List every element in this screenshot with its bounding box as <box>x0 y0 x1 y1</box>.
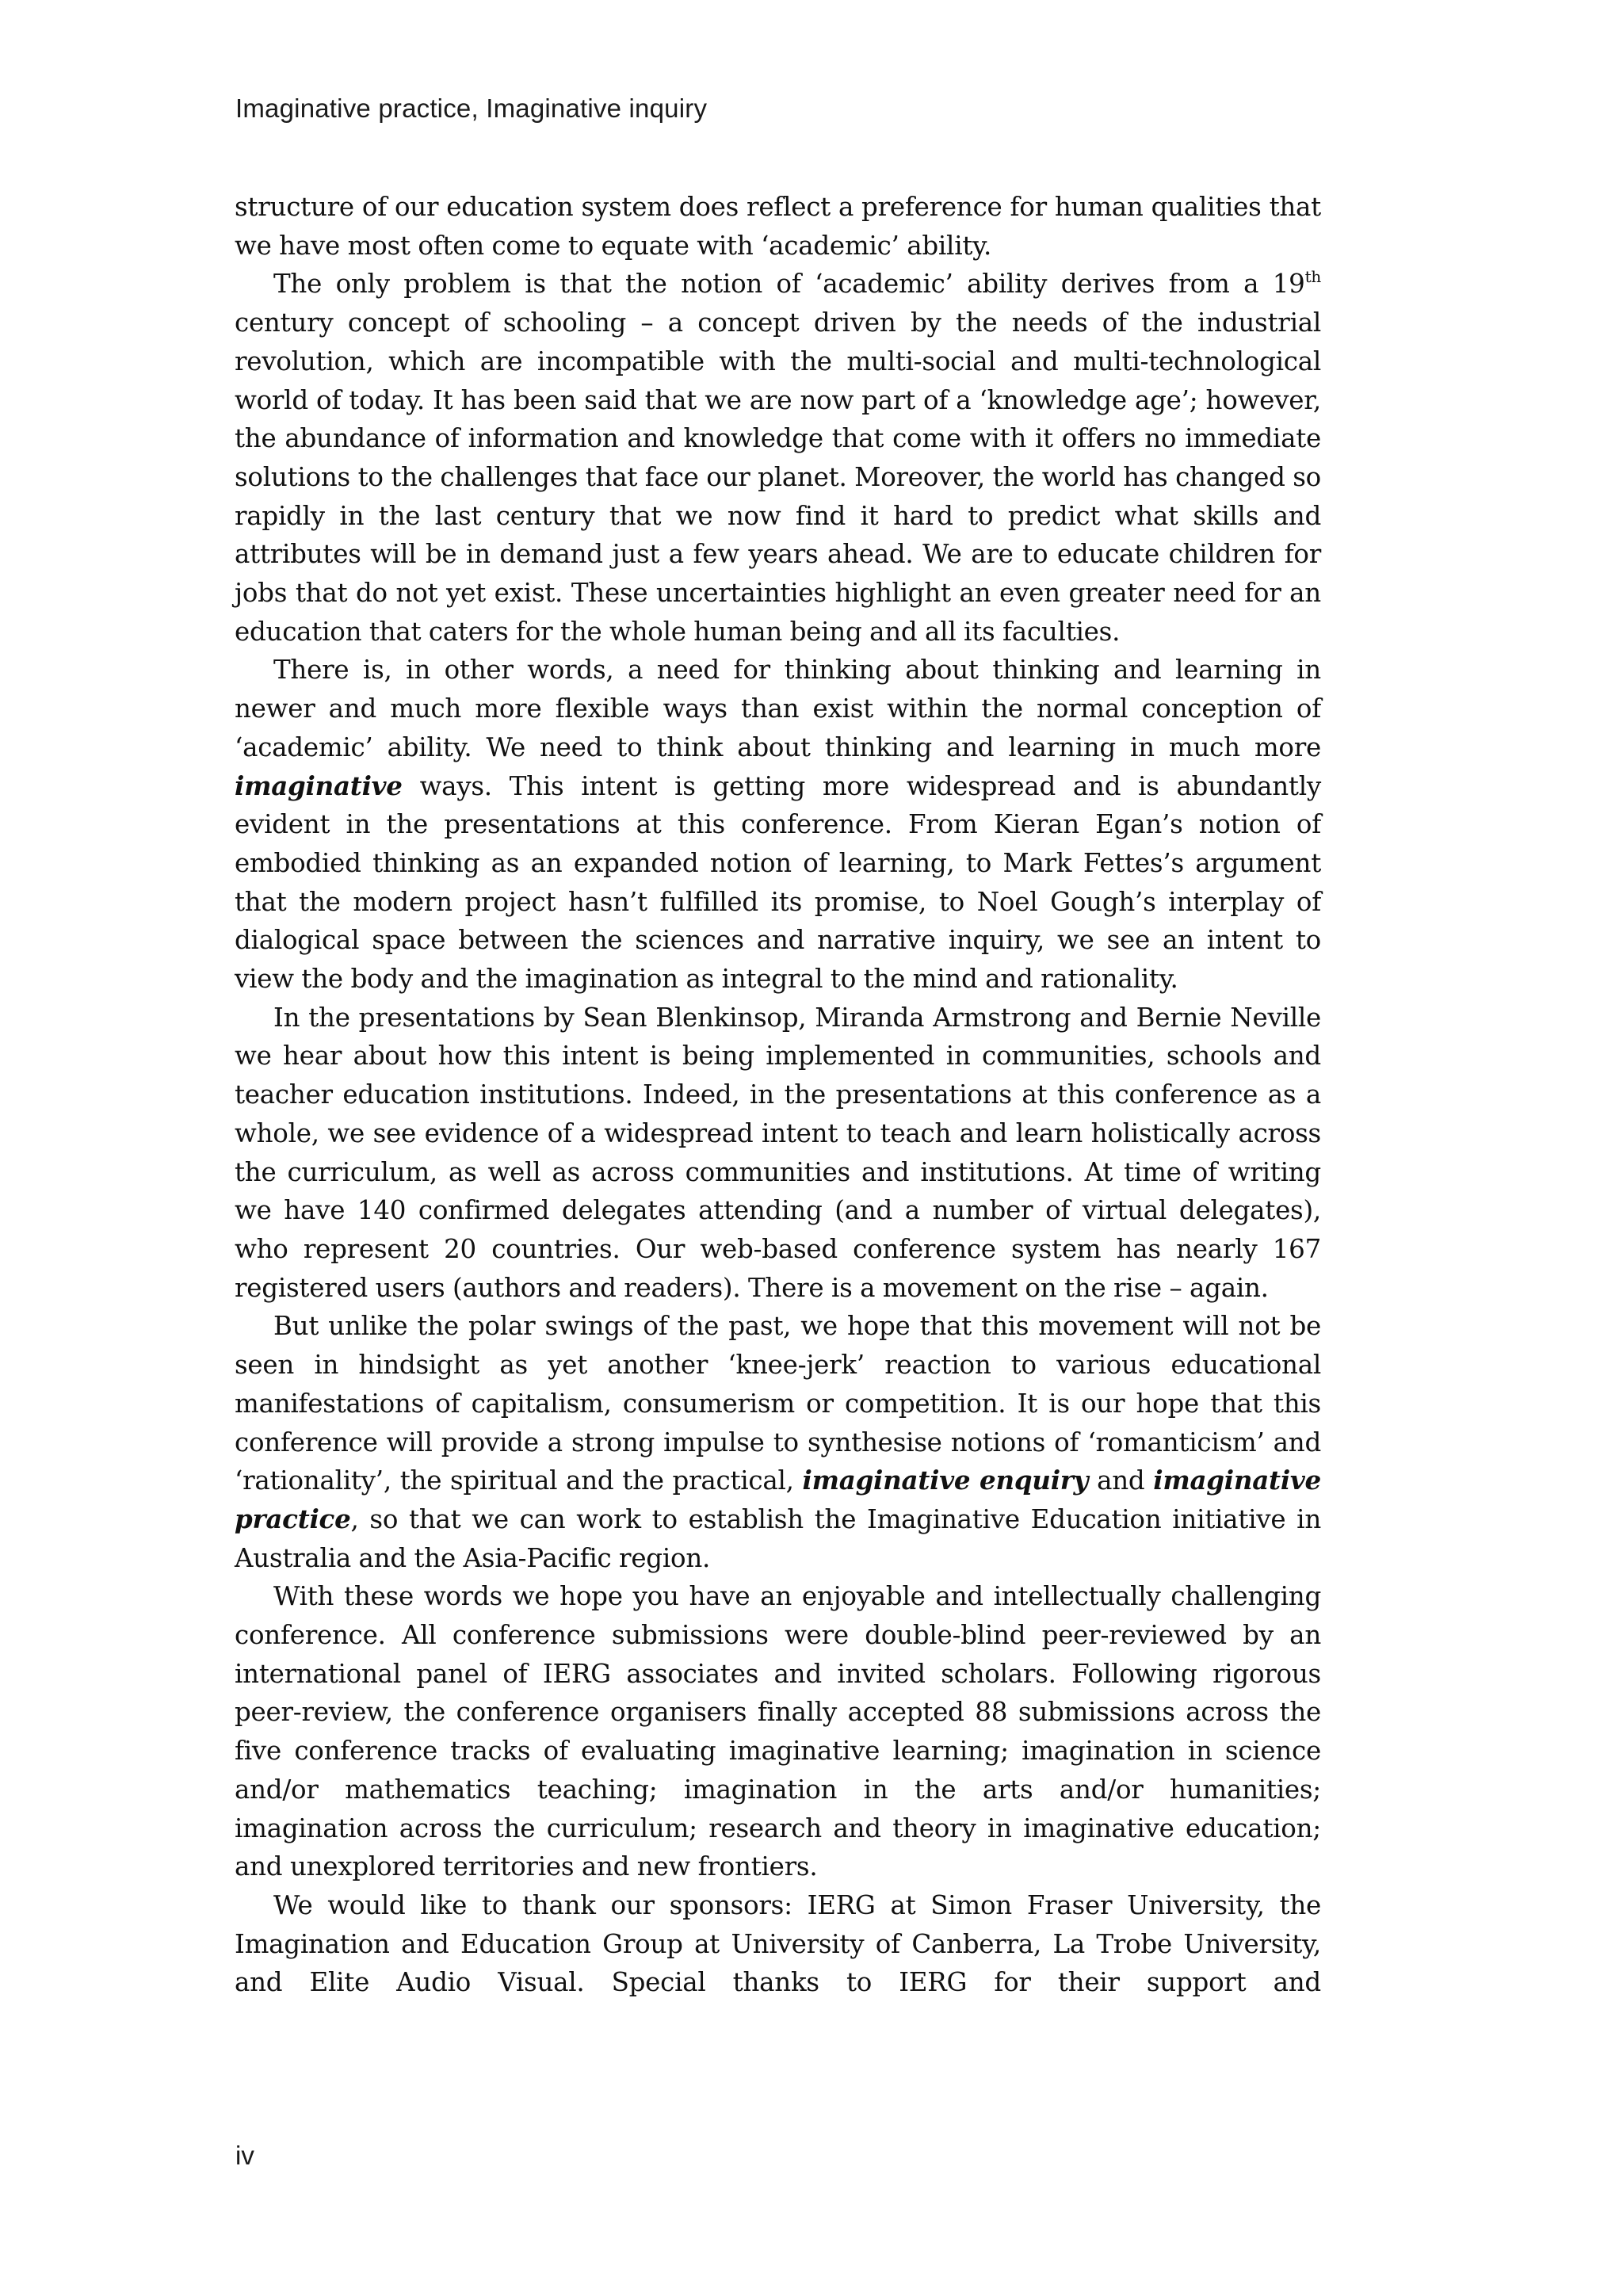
paragraph-5-text-b: and <box>1088 1465 1154 1496</box>
paragraph-3 <box>235 651 1321 998</box>
paragraph-5 <box>235 1307 1321 1577</box>
paragraph-4: In the presentations by Sean Blenkinsop, Miranda Armstrong and Bernie Neville we hear about how this intent is being implemented in communities, schools and teacher education institutions. Indeed, in the presentations at this conference as a whole, we see evidence of a widespread intent to teach and learn holistically across the curriculum, as well as across communities and institutions. At time of writing we have 140 confirmed delegates attending (and a number of virtual delegates), who represent 20 countries. Our web-based conference system has nearly 167 registered users (authors and readers). There is a movement on the rise – again. <box>235 1002 1321 1303</box>
paragraph-7: We would like to thank our sponsors: IERG at Simon Fraser University, the Imagination and Education Group at University of Canberra, La Trobe University, and Elite Audio Visual. Special thanks to IERG for their support and <box>235 1889 1321 1998</box>
page-number: iv <box>235 2141 254 2170</box>
paragraph-2 <box>235 265 1321 651</box>
paragraph-6: With these words we hope you have an enjoyable and intellectually challenging conference. All conference submissions were double-blind peer-reviewed by an international panel of IERG associates and invited scholars. Following rigorous peer-review, the conference organisers finally accepted 88 submissions across the five conference tracks of evaluating imaginative learning; imagination in science and/or mathematics teaching; imagination in the arts and/or humanities; imagination across the curriculum; research and theory in imaginative education; and unexplored territories and new frontiers. <box>235 1581 1321 1882</box>
running-header-title: Imaginative practice, Imaginative inquiry <box>235 94 708 123</box>
paragraph-5-text-a: But unlike the polar swings of the past, we hope that this movement will not be seen in hindsight as yet another ‘knee-jerk’ reaction to various educational manifestations of capitalism, consumerism or competition. It is our hope that this conference will provide a strong impulse to synthesise notions of ‘romanticism’ and ‘rationality’, the spiritual and the practical, <box>235 1311 1321 1496</box>
emphasis-imaginative-practice: imaginative practice <box>235 1465 1321 1534</box>
paragraph-2-text-b: century concept of schooling – a concept driven by the needs of the industrial revolution, which are incompatible with the multi-social and multi-technological world of today. It has been said that we are now part of a ‘knowledge age’; however, the abundance of information and knowledge that come with it offers no immediate solutions to the challenges that face our planet. Moreover, the world has changed so rapidly in the last century that we now find it hard to predict what skills and attributes will be in demand just a few years ahead. We are to educate children for jobs that do not yet exist. These uncertainties highlight an even greater need for an education that caters for the whole human being and all its faculties. <box>235 308 1321 647</box>
paragraph-3-text-a: There is, in other words, a need for thinking about thinking and learning in newer and much more flexible ways than exist within the normal conception of ‘academic’ ability. We need to think about thinking and learning in much more <box>235 655 1321 762</box>
emphasis-imaginative: imaginative <box>235 770 403 801</box>
paragraph-3-text-b: ways. This intent is getting more widespread and is abundantly evident in the presentations at this conference. From Kieran Egan’s notion of embodied thinking as an expanded notion of learning, to Mark Fettes’s argument that the modern project hasn’t fulfilled its promise, to Noel Gough’s interplay of dialogical space between the sciences and narrative inquiry, we see an intent to view the body and the imagination as integral to the mind and rationality. <box>235 770 1321 995</box>
paragraph-5-text-c: , so that we can work to establish the Imaginative Education initiative in Australia and the Asia-Pacific region. <box>235 1503 1321 1573</box>
paragraph-2-text-a: The only problem is that the notion of ‘academic’ ability derives from a 19 <box>273 269 1305 300</box>
emphasis-imaginative-enquiry: imaginative enquiry <box>802 1465 1089 1496</box>
paragraph-1: structure of our education system does reflect a preference for human qualities that we have most often come to equate with ‘academic’ ability. <box>235 192 1321 261</box>
ordinal-superscript: th <box>1304 267 1321 287</box>
body-text <box>235 188 1321 2002</box>
